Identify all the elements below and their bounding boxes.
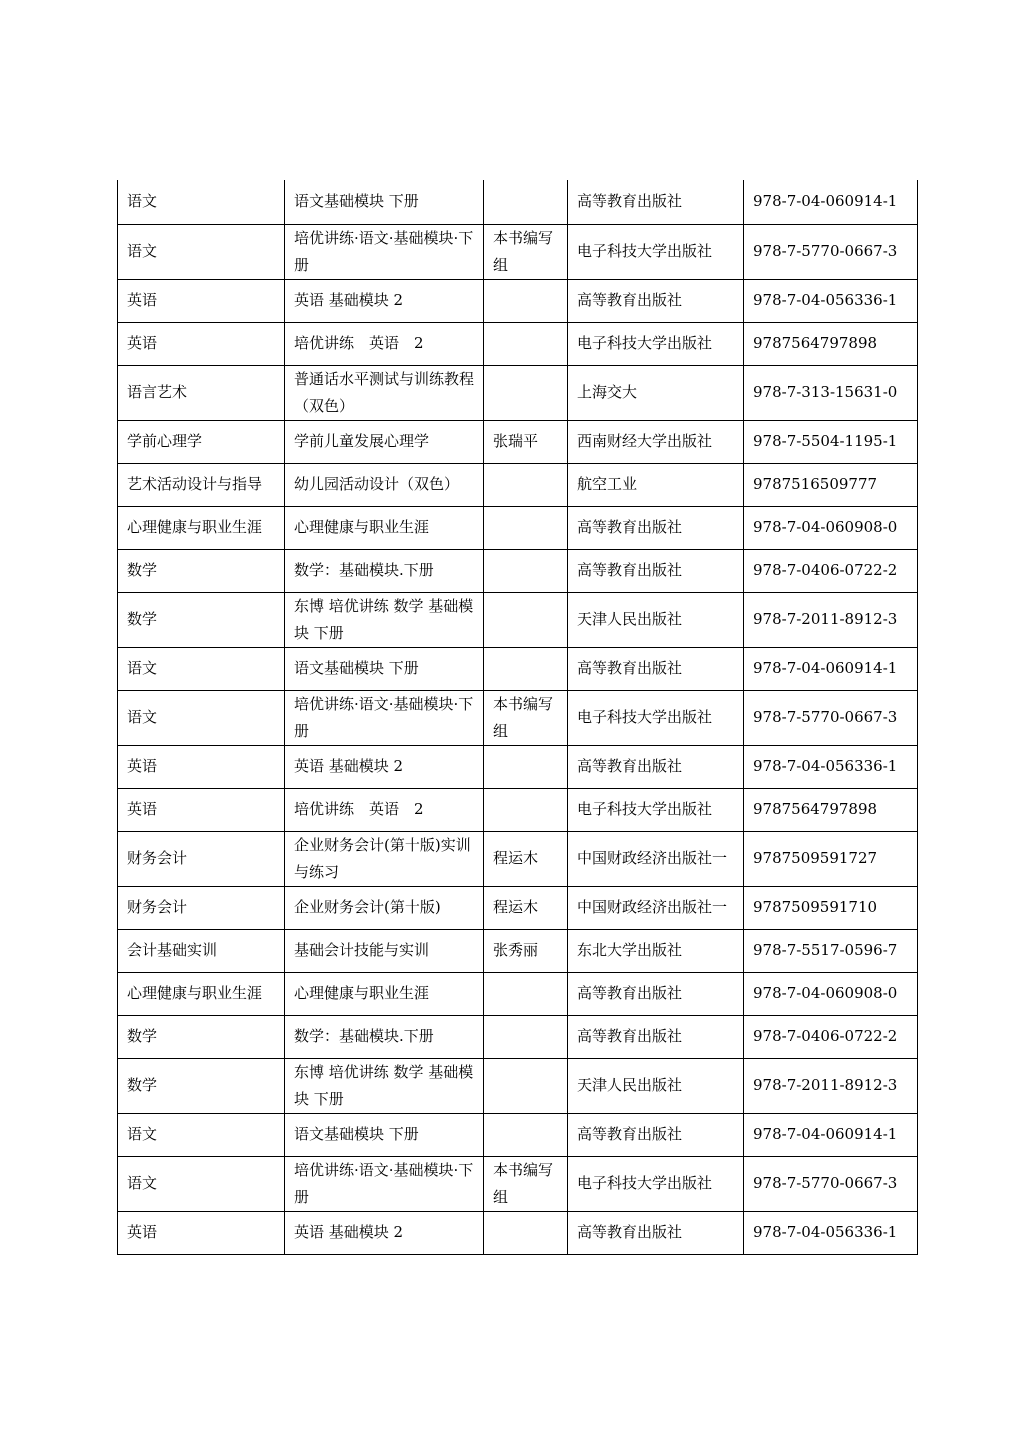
cell-title: 英语 基础模块 2 [285,745,484,788]
cell-isbn: 978-7-5770-0667-3 [744,224,918,279]
cell-publisher: 航空工业 [568,463,744,506]
cell-isbn: 978-7-313-15631-0 [744,365,918,420]
cell-subject: 英语 [118,322,285,365]
cell-title: 普通话水平测试与训练教程（双色） [285,365,484,420]
cell-subject: 语文 [118,1113,285,1156]
table-row [118,831,918,886]
cell-subject: 心理健康与职业生涯 [118,972,285,1015]
table-row [118,1156,918,1211]
cell-subject: 语文 [118,647,285,690]
cell-author [484,745,568,788]
cell-title: 英语 基础模块 2 [285,279,484,322]
cell-publisher: 电子科技大学出版社 [568,322,744,365]
table-row [118,929,918,972]
table-row [118,690,918,745]
cell-publisher: 高等教育出版社 [568,972,744,1015]
cell-isbn: 978-7-5770-0667-3 [744,1156,918,1211]
cell-author [484,506,568,549]
cell-author: 程运木 [484,831,568,886]
table-row [118,788,918,831]
cell-author [484,788,568,831]
cell-isbn: 978-7-0406-0722-2 [744,549,918,592]
cell-isbn: 9787509591727 [744,831,918,886]
cell-title: 东博 培优讲练 数学 基础模块 下册 [285,592,484,647]
table-row [118,592,918,647]
cell-author [484,279,568,322]
cell-title: 企业财务会计(第十版) [285,886,484,929]
cell-isbn: 978-7-5517-0596-7 [744,929,918,972]
cell-title: 数学：基础模块.下册 [285,1015,484,1058]
cell-publisher: 天津人民出版社 [568,592,744,647]
cell-publisher: 天津人民出版社 [568,1058,744,1113]
cell-isbn: 978-7-04-060914-1 [744,1113,918,1156]
cell-publisher: 电子科技大学出版社 [568,224,744,279]
table-row [118,1113,918,1156]
cell-subject: 语文 [118,690,285,745]
table-row [118,420,918,463]
cell-publisher: 电子科技大学出版社 [568,1156,744,1211]
cell-subject: 语文 [118,180,285,224]
cell-title: 培优讲练·语文·基础模块·下册 [285,224,484,279]
cell-title: 学前儿童发展心理学 [285,420,484,463]
cell-author: 本书编写组 [484,690,568,745]
cell-title: 东博 培优讲练 数学 基础模块 下册 [285,1058,484,1113]
cell-isbn: 978-7-0406-0722-2 [744,1015,918,1058]
cell-subject: 英语 [118,1211,285,1254]
cell-author [484,463,568,506]
cell-isbn: 978-7-5504-1195-1 [744,420,918,463]
cell-author [484,322,568,365]
cell-isbn: 978-7-2011-8912-3 [744,1058,918,1113]
table-row [118,180,918,224]
cell-publisher: 高等教育出版社 [568,180,744,224]
cell-title: 心理健康与职业生涯 [285,972,484,1015]
cell-author: 本书编写组 [484,1156,568,1211]
cell-publisher: 电子科技大学出版社 [568,788,744,831]
cell-isbn: 978-7-04-056336-1 [744,1211,918,1254]
cell-author [484,592,568,647]
cell-publisher: 高等教育出版社 [568,1113,744,1156]
cell-title: 培优讲练·语文·基础模块·下册 [285,1156,484,1211]
cell-isbn: 978-7-04-056336-1 [744,279,918,322]
cell-subject: 数学 [118,592,285,647]
cell-publisher: 高等教育出版社 [568,647,744,690]
cell-isbn: 978-7-2011-8912-3 [744,592,918,647]
table-row [118,279,918,322]
cell-title: 基础会计技能与实训 [285,929,484,972]
cell-publisher: 高等教育出版社 [568,1211,744,1254]
cell-isbn: 9787509591710 [744,886,918,929]
cell-title: 语文基础模块 下册 [285,647,484,690]
cell-author [484,1058,568,1113]
cell-publisher: 高等教育出版社 [568,1015,744,1058]
cell-author: 张瑞平 [484,420,568,463]
table-row [118,886,918,929]
cell-title: 培优讲练·语文·基础模块·下册 [285,690,484,745]
cell-author: 张秀丽 [484,929,568,972]
cell-title: 英语 基础模块 2 [285,1211,484,1254]
cell-isbn: 978-7-5770-0667-3 [744,690,918,745]
table-row [118,972,918,1015]
cell-isbn: 9787564797898 [744,788,918,831]
cell-subject: 语文 [118,1156,285,1211]
table-row [118,1058,918,1113]
table-row [118,365,918,420]
cell-subject: 数学 [118,1058,285,1113]
cell-subject: 英语 [118,788,285,831]
cell-subject: 心理健康与职业生涯 [118,506,285,549]
cell-publisher: 高等教育出版社 [568,549,744,592]
table-row [118,463,918,506]
cell-publisher: 电子科技大学出版社 [568,690,744,745]
cell-author [484,647,568,690]
cell-publisher: 上海交大 [568,365,744,420]
cell-subject: 艺术活动设计与指导 [118,463,285,506]
cell-author [484,549,568,592]
cell-subject: 学前心理学 [118,420,285,463]
table-row [118,549,918,592]
cell-title: 语文基础模块 下册 [285,180,484,224]
cell-title: 数学：基础模块.下册 [285,549,484,592]
table-row [118,745,918,788]
cell-title: 幼儿园活动设计（双色） [285,463,484,506]
cell-author [484,1015,568,1058]
cell-subject: 英语 [118,279,285,322]
cell-subject: 语言艺术 [118,365,285,420]
cell-subject: 财务会计 [118,831,285,886]
cell-isbn: 9787516509777 [744,463,918,506]
cell-title: 企业财务会计(第十版)实训与练习 [285,831,484,886]
cell-title: 心理健康与职业生涯 [285,506,484,549]
cell-author [484,180,568,224]
cell-author: 本书编写组 [484,224,568,279]
table-row [118,506,918,549]
cell-publisher: 中国财政经济出版社一 [568,831,744,886]
cell-subject: 财务会计 [118,886,285,929]
textbook-table [117,180,918,1255]
cell-isbn: 978-7-04-060914-1 [744,647,918,690]
cell-title: 培优讲练 英语 2 [285,788,484,831]
cell-publisher: 高等教育出版社 [568,506,744,549]
cell-isbn: 978-7-04-060908-0 [744,506,918,549]
cell-author [484,972,568,1015]
cell-publisher: 高等教育出版社 [568,279,744,322]
cell-author [484,1211,568,1254]
table-row [118,224,918,279]
cell-publisher: 西南财经大学出版社 [568,420,744,463]
cell-subject: 数学 [118,1015,285,1058]
cell-subject: 英语 [118,745,285,788]
cell-isbn: 9787564797898 [744,322,918,365]
table-row [118,1211,918,1254]
table-row [118,322,918,365]
table-row [118,1015,918,1058]
cell-subject: 数学 [118,549,285,592]
cell-isbn: 978-7-04-056336-1 [744,745,918,788]
cell-title: 语文基础模块 下册 [285,1113,484,1156]
cell-author [484,1113,568,1156]
table-row [118,647,918,690]
cell-publisher: 中国财政经济出版社一 [568,886,744,929]
cell-isbn: 978-7-04-060908-0 [744,972,918,1015]
cell-publisher: 东北大学出版社 [568,929,744,972]
cell-subject: 语文 [118,224,285,279]
cell-title: 培优讲练 英语 2 [285,322,484,365]
cell-isbn: 978-7-04-060914-1 [744,180,918,224]
cell-author: 程运木 [484,886,568,929]
cell-publisher: 高等教育出版社 [568,745,744,788]
cell-subject: 会计基础实训 [118,929,285,972]
cell-author [484,365,568,420]
